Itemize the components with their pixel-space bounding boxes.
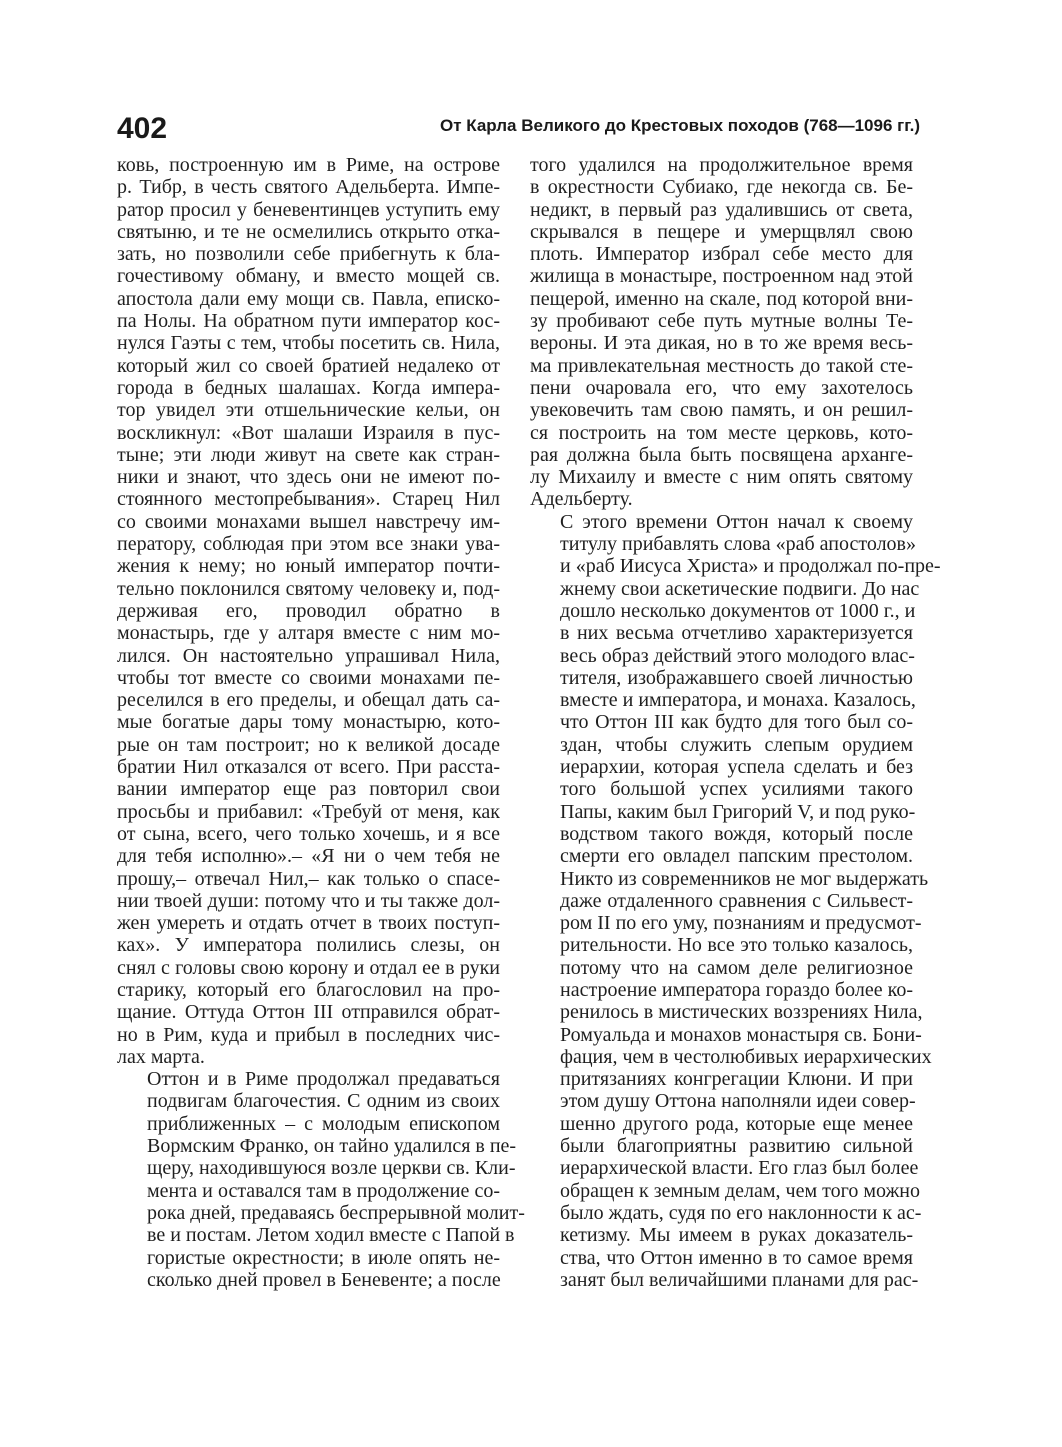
text-line: ратор просил у беневентинцев уступить ему [117, 198, 500, 221]
text-line: Вормским Франко, он тайно удалился в пе- [147, 1135, 517, 1158]
text-line: вании император еще раз повторил свои [117, 778, 500, 801]
text-line: в окрестности Субиако, где некогда св. Бе- [530, 176, 913, 199]
text-line: того большой успех усилиями такого [560, 778, 913, 801]
text-line: снял с головы свою корону и отдал ее в руки [117, 956, 500, 979]
text-line: Ромуальда и монахов монастыря св. Бони- [560, 1023, 922, 1046]
text-line: тор увидел эти отшельнические кельи, он [117, 399, 500, 422]
text-line: Адельберту. [530, 488, 633, 511]
text-line: сколько дней провел в Беневенте; а после [147, 1268, 501, 1291]
text-line: лах марта. [117, 1045, 205, 1068]
text-line: фация, чем в честолюбивых иерархических [560, 1045, 932, 1068]
text-line: города в бедных шалашах. Когда импера- [117, 376, 500, 399]
text-line: прошу,– отвечал Нил,– как только о спасе- [117, 867, 500, 890]
text-line: в них весьма отчетливо характеризуется [560, 622, 913, 645]
text-line: шенно другого рода, которые еще менее [560, 1112, 913, 1135]
text-line: притязаниях конгрегации Клюни. И при [560, 1068, 913, 1091]
text-line: недикт, в первый раз удалившись от света, [530, 198, 913, 221]
text-line: ники и знают, что здесь они не имеют по- [117, 466, 500, 489]
text-line: тителя, изображавшего своей личностью [560, 666, 913, 689]
text-line: занят был величайшими планами для рас- [560, 1268, 919, 1291]
text-line: со своими монахами вышел навстречу им- [117, 510, 500, 533]
text-line: вместе и императора, и монаха. Казалось, [560, 689, 916, 712]
text-line: ках». У императора полились слезы, он [117, 934, 500, 957]
text-line: гористые окрестности; в июле опять не- [147, 1246, 500, 1269]
text-line: обращен к земным делам, чем того можно [560, 1179, 920, 1202]
text-line: были благоприятны развитию сильной [560, 1135, 913, 1158]
text-line: дошло несколько документов от 1000 г., и [560, 599, 916, 622]
text-line: этом душу Оттона наполняли идеи совер- [560, 1090, 916, 1113]
text-line: ся построить на том месте церковь, кото- [530, 421, 913, 444]
text-line: для тебя исполню».– «Я ни о чем тебя не [117, 845, 500, 868]
text-line: нии твоей души: потому что и ты также дол- [117, 889, 500, 912]
text-line: нулся Гаэты с тем, чтобы посетить св. Нила, [117, 332, 500, 355]
text-line: плоть. Император избрал себе место для [530, 243, 913, 266]
text-line: и «раб Иисуса Христа» и продолжал по-пре- [560, 555, 941, 578]
text-line: зать, но позволили себе прибегнуть к бла- [117, 243, 500, 266]
text-line: лу Михаилу и вместе с ним опять святому [530, 466, 913, 489]
text-line: зу пробивают себе путь мутные волны Те- [530, 310, 913, 333]
text-line: просьбы и прибавил: «Требуй от меня, как [117, 800, 500, 823]
text-line: стоянного местопребывания». Старец Нил [117, 488, 500, 511]
page-number: 402 [117, 112, 168, 145]
text-line: ства, что Оттон именно в то самое время [560, 1246, 913, 1269]
text-line: Папы, каким был Григорий V, и под руко- [560, 800, 916, 823]
text-line: апостола дали ему мощи св. Павла, еписко- [117, 287, 500, 310]
text-line: щание. Оттуда Оттон III отправился обрат- [117, 1001, 500, 1024]
text-line: который жил со своей братией недалеко от [117, 354, 500, 377]
text-line: мые богатые дары тому монастырю, кото- [117, 711, 500, 734]
text-line: было ждать, судя по его наклонности к ас- [560, 1201, 922, 1224]
text-line: тельно поклонился святому человеку и, под- [117, 577, 500, 600]
paragraph [117, 1068, 525, 1291]
text-line: иерархии, которая успела сделать и без [560, 756, 913, 779]
text-line: ма привлекательная местность до такой сте- [530, 354, 913, 377]
text-line: па Нолы. На обратном пути император кос- [117, 310, 500, 333]
paragraph [530, 510, 941, 1291]
text-line: ператору, соблюдая при этом все знаки ува- [117, 533, 500, 556]
text-line: жен умереть и отдать отчет в твоих поступ- [117, 912, 500, 935]
text-line: что Оттон III как будто для того был со- [560, 711, 913, 734]
text-line: скрывался в пещере и умерщвлял свою [530, 220, 913, 243]
text-line: титулу прибавлять слова «раб апостолов» [560, 533, 916, 556]
text-line: даже отдаленного сравнения с Сильвест- [560, 889, 913, 912]
text-line: рая должна была быть посвящена арханге- [530, 443, 913, 466]
text-line: держивая его, проводил обратно в [117, 599, 500, 622]
text-line: реселился в его пределы, и обещал дать са- [117, 689, 500, 712]
text-line: но в Рим, куда и прибыл в последних чис- [117, 1023, 500, 1046]
text-line: воскликнул: «Вот шалаши Израиля в пус- [117, 421, 500, 444]
text-line: пещерой, именно на скале, под которой вни- [530, 287, 913, 310]
text-line: рока дней, предаваясь беспрерывной молит- [147, 1201, 525, 1224]
text-line: р. Тибр, в честь святого Адельберта. Импе- [117, 176, 500, 199]
text-line: жилища в монастыре, построенном над этой [530, 265, 913, 288]
paragraph [117, 154, 500, 1068]
text-line: лился. Он настоятельно упрашивал Нила, [117, 644, 500, 667]
paragraph [530, 154, 913, 511]
text-line: старику, который его благословил на про- [117, 978, 500, 1001]
text-line: пени очаровала его, что ему захотелось [530, 376, 913, 399]
running-head: От Карла Великого до Крестовых походов (768—1096 гг.) [439, 116, 920, 135]
text-line: ром II по его уму, познаниям и предусмот- [560, 912, 922, 935]
text-line: смерти его овладел папским престолом. [560, 845, 913, 868]
text-line: увековечить там свою память, и он решил- [530, 399, 913, 422]
text-line: Никто из современников не мог выдержать [560, 867, 929, 890]
text-line: приближенных – с молодым епископом [147, 1112, 500, 1135]
text-line: иерархической власти. Его глаз был более [560, 1157, 919, 1180]
text-line: святыню, и те не осмелились открыто отка- [117, 220, 500, 243]
text-line: жнему свои аскетические подвиги. До нас [560, 577, 920, 600]
text-line: чтобы тот вместе со своими монахами пе- [117, 666, 500, 689]
text-line: потому что на самом деле религиозное [560, 956, 913, 979]
text-line: кетизму. Мы имеем в руках доказатель- [560, 1224, 913, 1247]
text-line: ренилось в мистических воззрениях Нила, [560, 1001, 923, 1024]
text-line: щеру, находившуюся возле церкви св. Кли- [147, 1157, 516, 1180]
text-line: мента и оставался там в продолжение со- [147, 1179, 500, 1202]
text-line: жения к нему; но юный император почти- [117, 555, 500, 578]
text-line: ве и постам. Летом ходил вместе с Папой в [147, 1224, 515, 1247]
text-line: монастырь, где у алтаря вместе с ним мо- [117, 622, 500, 645]
text-line: настроение императора гораздо более ко- [560, 978, 913, 1001]
text-line: рительности. Но все это только казалось, [560, 934, 913, 957]
text-line: подвигам благочестия. С одним из своих [147, 1090, 500, 1113]
text-line: рые он там построит; но к великой досаде [117, 733, 500, 756]
text-line: братии Нил отказался от всего. При расста- [117, 756, 500, 779]
text-line: гочестивому обману, и вместо мощей св. [117, 265, 500, 288]
text-line: С этого времени Оттон начал к своему [560, 510, 913, 533]
text-line: от сына, всего, чего только хочешь, и я все [117, 822, 500, 845]
right-column [530, 154, 941, 1291]
text-line: Оттон и в Риме продолжал предаваться [147, 1068, 500, 1091]
text-line: весь образ действий этого молодого влас- [560, 644, 915, 667]
text-line: вероны. И эта дикая, но в то же время весь- [530, 332, 913, 355]
text-line: того удалился на продолжительное время [530, 154, 913, 176]
text-line: ковь, построенную им в Риме, на острове [117, 154, 500, 176]
text-line: тыне; эти люди живут на свете как стран- [117, 443, 500, 466]
left-column [117, 154, 525, 1291]
text-line: водством такого вождя, который после [560, 822, 913, 845]
text-line: здан, чтобы служить слепым орудием [560, 733, 913, 756]
